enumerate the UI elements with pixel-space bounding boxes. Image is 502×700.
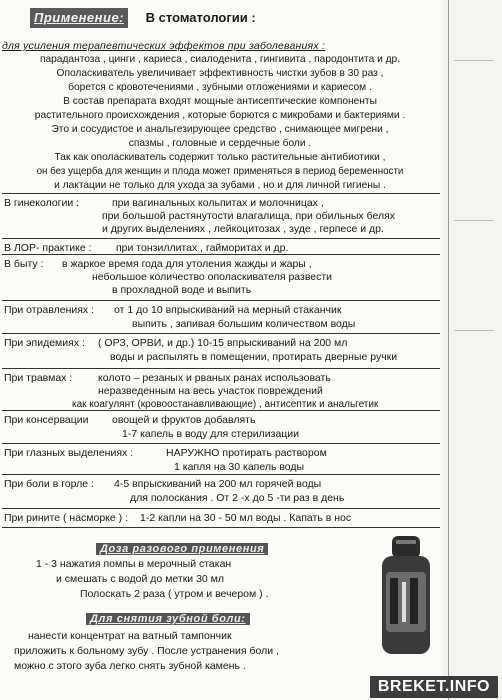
scan-mark [454, 220, 494, 221]
section-injuries [2, 368, 440, 413]
section-line: в прохладной воде и выпить [112, 284, 252, 296]
section-line: при вагинальных кольпитах и молочницах , [112, 197, 324, 209]
toothache-line: нанести концентрат на ватный тампончик [28, 630, 232, 642]
section-label: При отравлениях : [4, 304, 95, 316]
section-line: в жаркое время года для утоления жажды и жары , [62, 258, 312, 270]
intro-line: он без ущерба для женщин и плода может применяться в период беременности [36, 166, 404, 177]
section-line: НАРУЖНО протирать раствором [166, 447, 327, 459]
scan-edge-line [448, 0, 449, 700]
section-rhinitis [2, 508, 440, 528]
toothache-heading-text: Для снятия зубной боли: [86, 613, 250, 625]
section-poisoning [2, 300, 440, 333]
section-line: неразведенным на весь участок повреждений [98, 385, 323, 397]
section-line: при большой растянутости влагалища, при обильных белях [102, 210, 396, 222]
scan-mark [454, 330, 494, 331]
toothache-line: приложить к больному зубу . После устранения боли , [14, 645, 279, 657]
section-line: и других выделениях , лейкоцитозах , зуде , герпесе и др. [102, 223, 384, 235]
scan-mark [454, 60, 494, 61]
intro-line: Это и сосудистое и анальгезирующее средство , снимающее мигрени , [51, 124, 389, 135]
section-line: при тонзиллитах , гайморитах и др. [116, 242, 289, 254]
section-line: ( ОРЗ, ОРВИ, и др.) 10-15 впрыскиваний на 200 мл [98, 337, 348, 349]
dose-line: Полоскать 2 раза ( утром и вечером ) . [80, 588, 269, 600]
page-subtitle: для усиления терапевтических эффектов при заболеваниях : [2, 40, 326, 52]
section-label: При рините ( насморке ) : [4, 512, 128, 524]
section-line: 1-7 капель в воду для стерилизации [122, 428, 300, 440]
section-line: небольшое количество ополаскивателя развести [92, 271, 333, 283]
section-epidemics [2, 333, 440, 366]
section-label: В ЛОР- практике : [4, 242, 92, 254]
dose-heading [96, 540, 268, 558]
intro-line: растительного происхождения , которые борются с микробами и бактериями . [34, 110, 406, 121]
bottle-image [372, 532, 442, 658]
scan-edge [442, 0, 502, 700]
intro-line: Так как ополаскиватель содержит только растительные антибиотики , [54, 152, 386, 163]
section-gynecology [2, 193, 440, 238]
section-line: от 1 до 10 впрыскиваний на мерный стаканчик [114, 304, 342, 316]
toothache-heading [86, 610, 250, 628]
intro-line: спазмы , головные и сердечные боли . [128, 138, 312, 149]
section-label: При травмах : [4, 372, 73, 384]
intro-line: борется с кровотечениями , зубными отложениями и кариесом . [68, 82, 372, 93]
section-line: для полоскания . От 2 -х до 5 -ти раз в день [130, 492, 345, 504]
section-line: как коагулянт (кровоостанавливающие) , антисептик и анальгетик [72, 399, 379, 410]
toothache-line: можно с этого зуба легко снять зубной камень . [14, 660, 246, 672]
section-line: 1-2 капли на 30 - 50 мл воды . Капать в нос [140, 512, 352, 524]
section-label: При глазных выделениях : [4, 447, 134, 459]
dose-heading-text: Доза разового применения [96, 543, 268, 555]
intro-line: и лактации не только для ухода за зубами , но и для личной гигиены . [54, 180, 386, 191]
title-boxed: Применение: [30, 8, 128, 28]
section-line: 4-5 впрыскиваний на 200 мл горячей воды [114, 478, 322, 490]
site-watermark: BREKET.INFO [370, 676, 498, 698]
intro-line: парадантоза , цинги , кариеса , сиалоденита , гингивита , пародонтита и др. [39, 54, 401, 65]
section-label: В гинекологии : [4, 197, 80, 209]
intro-line: Ополаскиватель увеличивает эффективность чистки зубов в 30 раз , [56, 68, 384, 79]
section-line: овощей и фруктов добавлять [112, 414, 256, 426]
section-household [2, 254, 440, 299]
section-label: В быту : [4, 258, 44, 270]
section-label: При эпидемиях : [4, 337, 85, 349]
section-label: При консервации [4, 414, 89, 426]
section-canning [2, 410, 440, 443]
section-line: 1 капля на 30 капель воды [174, 461, 305, 473]
section-eyes [2, 443, 440, 474]
section-sore-throat [2, 474, 440, 507]
page-title [30, 8, 256, 28]
section-line: воды и распылять в помещении, протирать дверные ручки [110, 351, 398, 363]
title-rest: В стоматологии : [145, 10, 256, 25]
section-line: колото – резаных и рваных ранах использовать [98, 372, 331, 384]
section-label: При боли в горле : [4, 478, 94, 490]
intro-line: В состав препарата входят мощные антисептические компоненты [63, 96, 377, 107]
dose-line: 1 - 3 нажатия помпы в мерочный стакан [36, 558, 232, 570]
dose-line: и смешать с водой до метки 30 мл [56, 573, 225, 585]
section-line: выпить , запивая большим количеством воды [132, 318, 356, 330]
